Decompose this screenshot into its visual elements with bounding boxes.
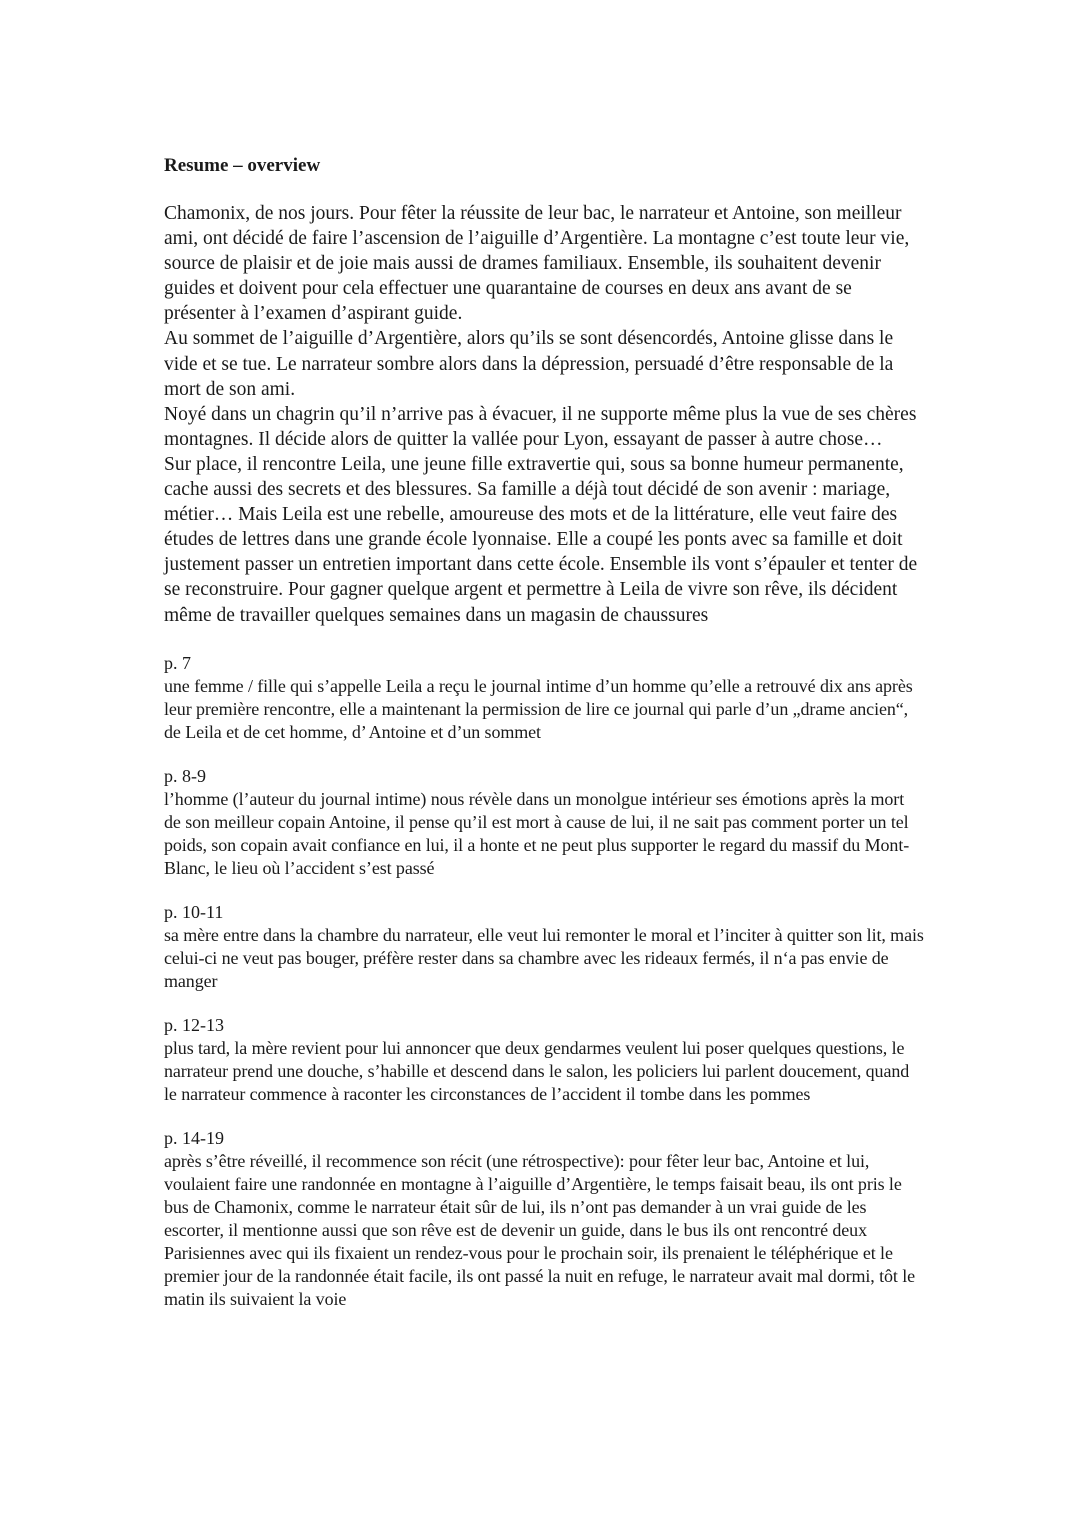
overview-paragraph: Noyé dans un chagrin qu’il n’arrive pas à évacuer, il ne supporte même plus la vue de ses chères montagnes. Il décide alors de quitter la vallée pour Lyon, essayant de passer à autre chose… [164,403,917,450]
overview-block [164,201,924,628]
page-summary-text: l’homme (l’auteur du journal intime) nous révèle dans un monolgue intérieur ses émotions après la mort de son meilleur copain Antoine, il pense qu’il est mort à cause de lui, il ne sait pas comment porter un tel poids, son copain avait confiance en lui, il a honte et ne peut plus supporter le regard du massif du Mont-Blanc, le lieu où l’accident s’est passé [164,788,910,878]
page-summary-section [164,1014,924,1106]
overview-paragraph: Sur place, il rencontre Leila, une jeune fille extravertie qui, sous sa bonne humeur permanente, cache aussi des secrets et des blessures. Sa famille a déjà tout décidé de son avenir : mariage, métier… Mais Leila est une rebelle, amoureuse des mots et de la littérature, elle veut faire des études de lettres dans une grande école lyonnaise. Elle a coupé les ponts avec sa famille et doit justement passer un entretien important dans cette école. Ensemble ils vont s’épauler et tenter de se reconstruire. Pour gagner quelque argent et permettre à Leila de vivre son rêve, ils décident même de travailler quelques semaines dans un magasin de chaussures [164,453,918,626]
page-summary-section [164,652,924,744]
page-reference-label: p. 12-13 [164,1014,224,1035]
page-summary-text: après s’être réveillé, il recommence son récit (une rétrospective): pour fêter leur bac, Antoine et lui, voulaient faire une randonnée en montagne à l’aiguille d’Argentière, le temps faisait beau, ils ont pris le bus de Chamonix, comme le narrateur était sûr de lui, ils n’ont pas demander à un vrai guide de les escorter, il mentionne aussi que son rêve est de devenir un guide, dans le bus ils ont rencontré deux Parisiennes avec qui ils fixaient un rendez-vous pour le prochain soir, ils prenaient le téléphérique et le premier jour de la randonnée était facile, ils ont passé la nuit en refuge, le narrateur avait mal dormi, tôt le matin ils suivaient la voie [164,1150,915,1309]
overview-paragraph: Chamonix, de nos jours. Pour fêter la réussite de leur bac, le narrateur et Antoine, son meilleur ami, ont décidé de faire l’ascension de l’aiguille d’Argentière. La montagne c’est toute leur vie, source de plaisir et de joie mais aussi de drames familiaux. Ensemble, ils souhaitent devenir guides et doivent pour cela effectuer une quarantaine de courses en deux ans avant de se présenter à l’examen d’aspirant guide. [164,203,910,325]
page-summary-text: une femme / fille qui s’appelle Leila a reçu le journal intime d’un homme qu’elle a retrouvé dix ans après leur première rencontre, elle a maintenant la permission de lire ce journal qui parle d’un „drame ancien“, de Leila et de cet homme, d’ Antoine et d’un sommet [164,675,913,742]
page-reference-label: p. 7 [164,652,191,673]
page-summary-section [164,901,924,993]
page-summary-text: plus tard, la mère revient pour lui annoncer que deux gendarmes veulent lui poser quelques questions, le narrateur prend une douche, s’habille et descend dans le salon, les policiers lui parlent doucement, quand le narrateur commence à raconter les circonstances de l’accident il tombe dans les pommes [164,1037,910,1104]
page-reference-label: p. 10-11 [164,901,224,922]
page-summary-section [164,1127,924,1311]
overview-paragraph: Au sommet de l’aiguille d’Argentière, alors qu’ils se sont désencordés, Antoine glisse dans le vide et se tue. Le narrateur sombre alors dans la dépression, persuadé d’être responsable de la mort de son ami. [164,328,894,400]
page-reference-label: p. 8-9 [164,765,206,786]
document-page [164,153,924,1332]
page-summary-text: sa mère entre dans la chambre du narrateur, elle veut lui remonter le moral et l’inciter à quitter son lit, mais celui-ci ne veut pas bouger, préfère rester dans sa chambre avec les rideaux fermés, il n‘a pas envie de manger [164,924,924,991]
page-reference-label: p. 14-19 [164,1127,224,1148]
document-title: Resume – overview [164,155,321,176]
page-summary-section [164,765,924,880]
